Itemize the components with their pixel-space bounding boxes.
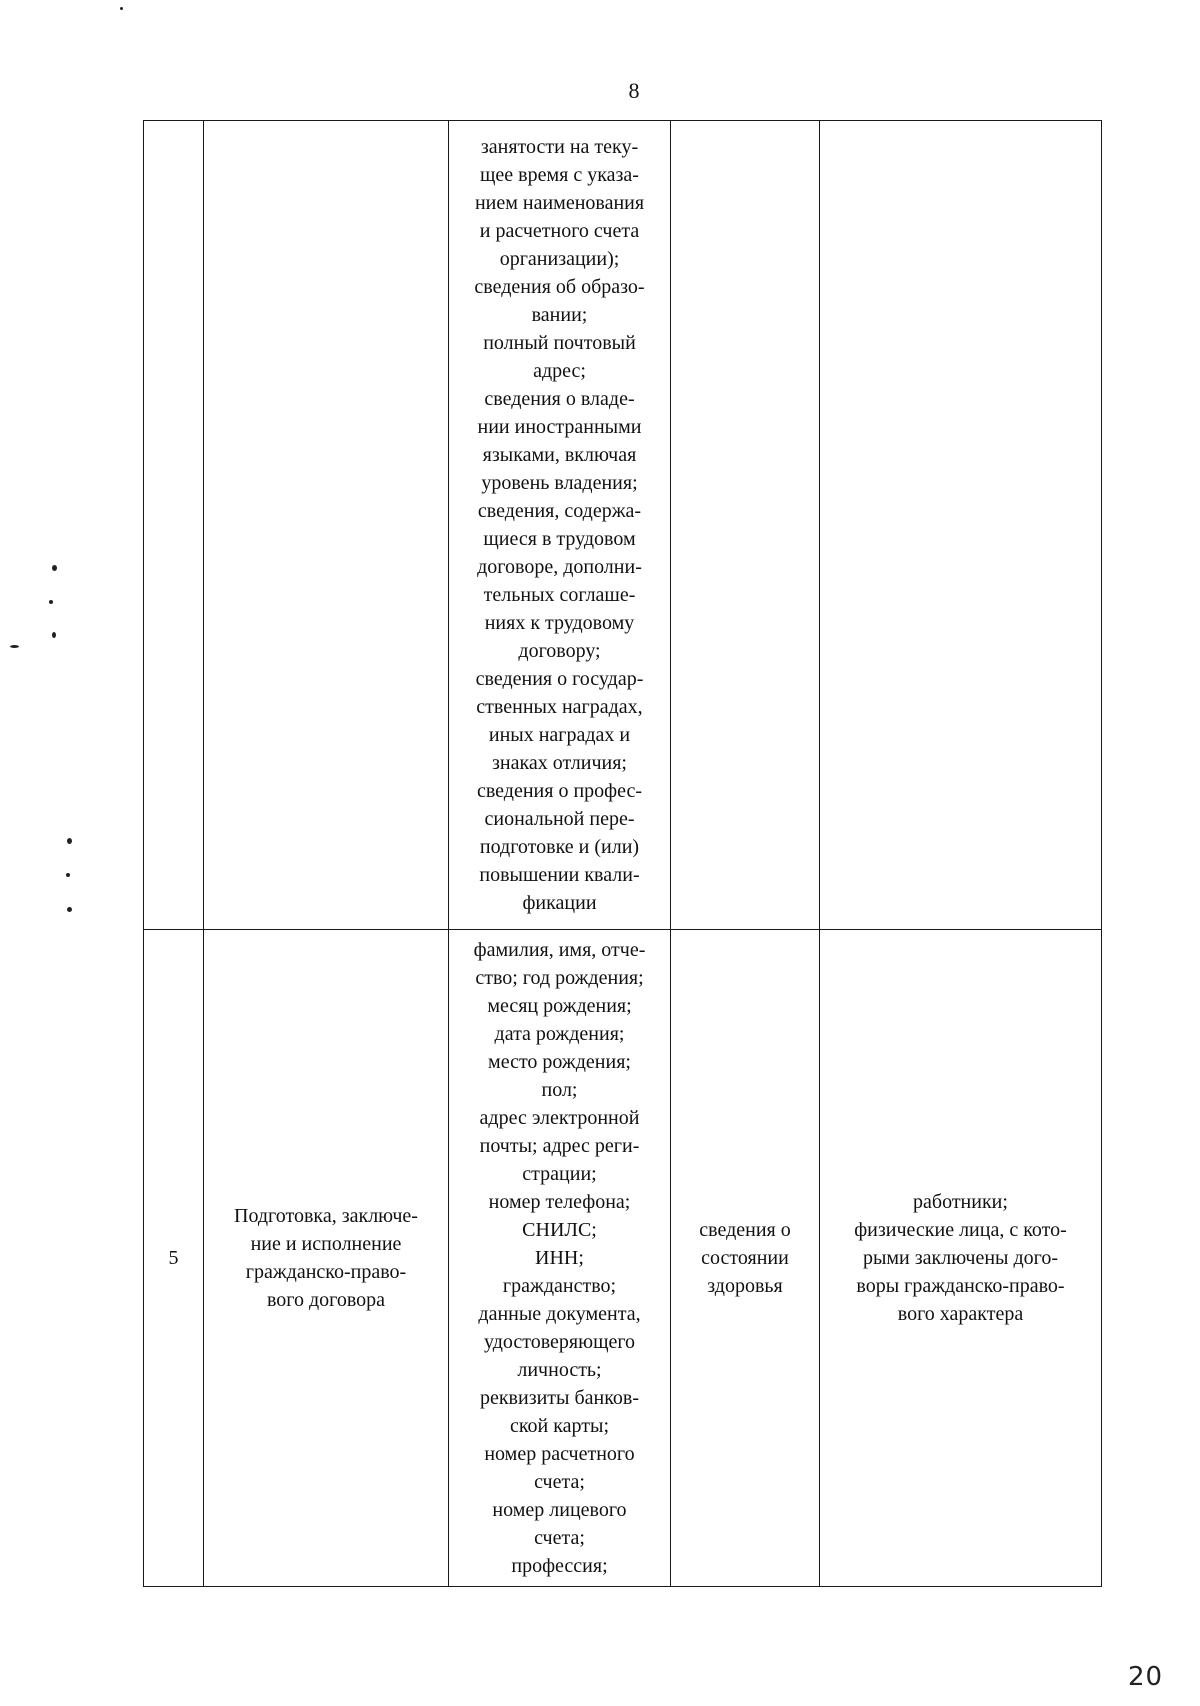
scan-speck (67, 907, 72, 912)
text-line: ИНН; (535, 1247, 584, 1269)
text-line: ской карты; (509, 1415, 610, 1437)
handwritten-page-mark: 20 (1128, 1662, 1164, 1692)
text-line: счета; (534, 1471, 585, 1493)
text-line: Подготовка, заключе- (234, 1205, 418, 1227)
text-line: нии иностранными (477, 416, 642, 438)
subjects-text (824, 1188, 1097, 1328)
text-line: ниях к трудовому (484, 612, 635, 634)
text-line: состоянии (701, 1247, 789, 1269)
text-line: нием наименования (474, 192, 645, 214)
scan-speck (120, 7, 123, 10)
text-line: организации); (499, 248, 620, 270)
text-line: тельных соглаше- (483, 584, 636, 606)
text-line: повышении квали- (479, 864, 640, 886)
purpose-cell (204, 121, 449, 930)
row-number: 5 (168, 1247, 179, 1269)
text-line: личность; (517, 1359, 602, 1381)
text-line: номер лицевого (492, 1499, 627, 1521)
page-number: 8 (628, 78, 640, 103)
text-line: работники; (913, 1191, 1008, 1213)
text-line: вании; (531, 304, 588, 326)
text-line: ние и исполнение (250, 1233, 402, 1255)
text-line: сведения о владе- (484, 388, 635, 410)
text-line: сведения о профес- (476, 780, 643, 802)
text-line: сведения, содержа- (477, 500, 642, 522)
text-line: языками, включая (482, 444, 637, 466)
text-line: ство; год рождения; (475, 967, 644, 989)
text-line: сиональной пере- (484, 808, 635, 830)
text-line: почты; адрес реги- (479, 1135, 640, 1157)
text-line: страции; (522, 1163, 597, 1185)
text-line: физические лица, с кото- (854, 1219, 1067, 1241)
scan-speck (52, 632, 56, 638)
text-line: адрес; (533, 360, 586, 382)
text-line: удостоверяющего (483, 1331, 636, 1353)
text-line: профессия; (511, 1555, 608, 1577)
personal-data-cell (449, 930, 671, 1587)
text-line: место рождения; (488, 1051, 631, 1073)
scan-speck (66, 873, 70, 877)
text-line: СНИЛС; (522, 1219, 597, 1241)
purpose-text (208, 1202, 444, 1314)
text-line: уровень владения; (481, 472, 638, 494)
personal-data-list (453, 936, 666, 1580)
text-line: реквизиты банков- (479, 1387, 640, 1409)
text-line: знаках отличия; (492, 752, 627, 774)
table-row (144, 930, 1102, 1587)
purpose-cell (204, 930, 449, 1587)
text-line: воры гражданско-право- (856, 1275, 1065, 1297)
scan-speck (52, 565, 57, 571)
text-line: ственных наградах, (476, 696, 643, 718)
special-data-cell (671, 121, 820, 930)
text-line: договоре, дополни- (477, 556, 642, 578)
text-line: вого характера (897, 1303, 1024, 1325)
text-line: вого договора (266, 1289, 386, 1311)
scan-speck (10, 645, 19, 648)
text-line: дата рождения; (494, 1023, 625, 1045)
text-line: данные документа, (478, 1303, 641, 1325)
text-line: счета; (534, 1527, 585, 1549)
text-line: иных наградах и (488, 724, 631, 746)
personal-data-cell (449, 121, 671, 930)
text-line: гражданство; (502, 1275, 617, 1297)
text-line: щиеся в трудовом (483, 528, 636, 550)
text-line: гражданско-право- (245, 1261, 407, 1283)
subjects-cell (820, 121, 1102, 930)
text-line: и расчетного счета (479, 220, 640, 242)
text-line: здоровья (707, 1275, 783, 1297)
text-line: сведения о государ- (475, 668, 644, 690)
text-line: занятости на теку- (480, 136, 639, 158)
table-row (144, 121, 1102, 930)
text-line: подготовке и (или) (479, 836, 640, 858)
row-number-cell (144, 121, 204, 930)
text-line: договору; (518, 640, 601, 662)
text-line: номер телефона; (488, 1191, 631, 1213)
text-line: полный почтовый (483, 332, 636, 354)
text-line: щее время с указа- (480, 164, 639, 186)
text-line: фикации (522, 892, 597, 914)
text-line: адрес электронной (479, 1107, 640, 1129)
text-line: сведения об образо- (474, 276, 645, 298)
special-data-cell (671, 930, 820, 1587)
subjects-cell (820, 930, 1102, 1587)
text-line: пол; (541, 1079, 578, 1101)
scan-speck (67, 838, 72, 844)
text-line: фамилия, имя, отче- (473, 939, 646, 961)
text-line: номер расчетного (484, 1443, 635, 1465)
text-line: сведения о (699, 1219, 791, 1241)
row-number-cell (144, 930, 204, 1587)
data-processing-table (143, 120, 1102, 1587)
text-line: рыми заключены дого- (862, 1247, 1059, 1269)
personal-data-list (453, 133, 666, 917)
scan-speck (49, 600, 53, 604)
special-data-text (675, 1216, 815, 1300)
text-line: месяц рождения; (487, 995, 632, 1017)
